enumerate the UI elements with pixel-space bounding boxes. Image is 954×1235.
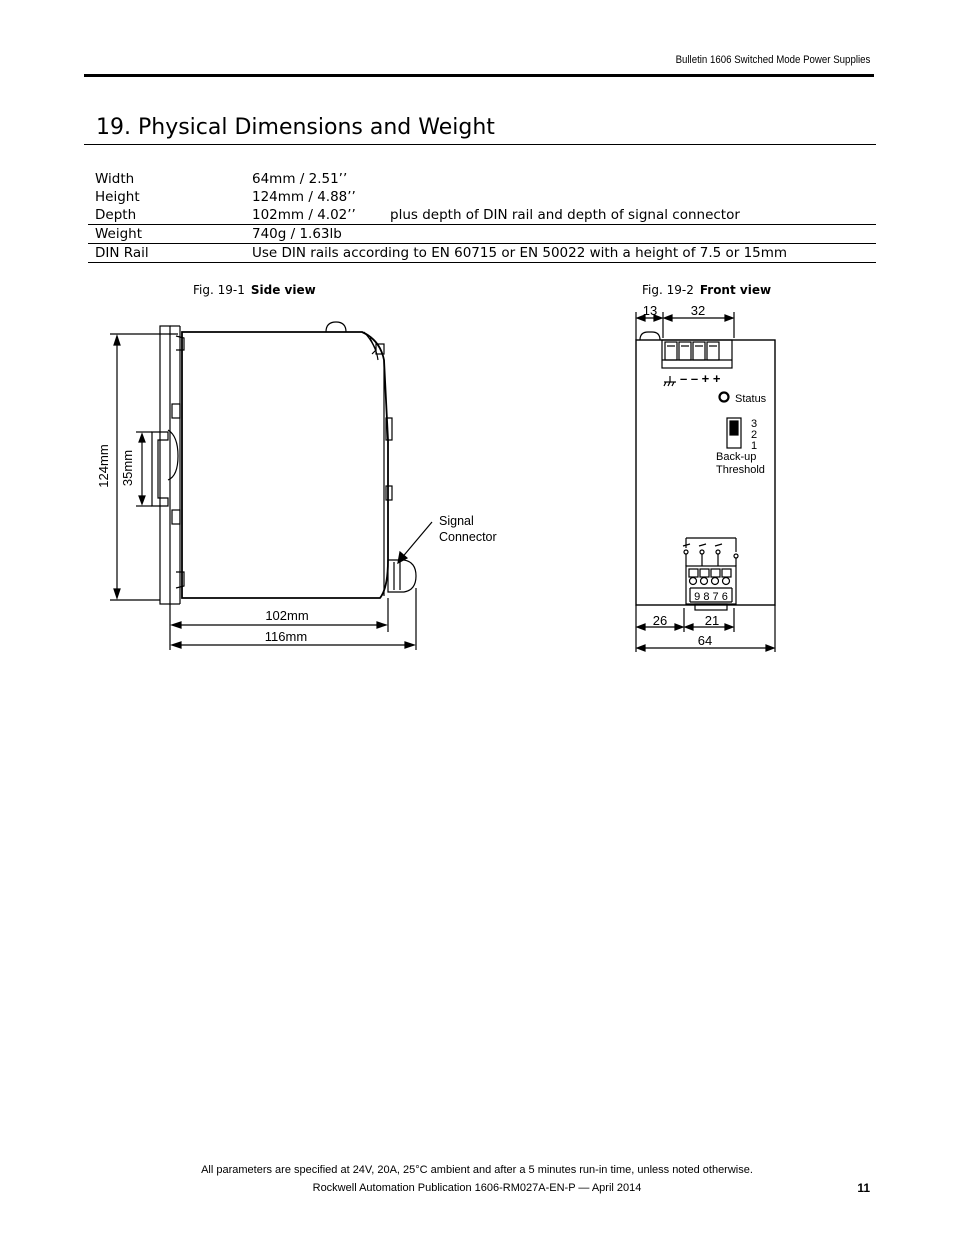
- spec-label: Weight: [88, 225, 245, 244]
- selector-3-label: 3: [751, 418, 758, 430]
- spec-value: 740g / 1.63lb: [245, 225, 876, 244]
- fig1-number: Fig. 19-1: [193, 283, 245, 297]
- signal-connector-label-line1: Signal: [439, 514, 474, 528]
- side-dim-height-label: 124mm: [96, 444, 111, 488]
- spec-label: Height: [95, 189, 140, 205]
- fig2-title: Front view: [699, 283, 772, 297]
- side-dim-depth-label: 102mm: [265, 608, 309, 623]
- backup-label-line1: Back-up: [716, 451, 757, 463]
- spec-label: Width: [95, 171, 135, 187]
- spec-value: 124mm / 4.88’’: [252, 189, 356, 205]
- selector-1-label: 1: [751, 440, 758, 452]
- page-number: 11: [857, 1181, 870, 1195]
- side-dim-total-label: 116mm: [264, 629, 308, 644]
- fig1-title: Side view: [250, 283, 316, 297]
- front-dim-26-label: 26: [652, 613, 668, 628]
- footer-publication: Rockwell Automation Publication 1606-RM027A-EN-P — April 2014: [312, 1182, 642, 1194]
- selector-2-label: 2: [751, 429, 758, 441]
- status-label: Status: [735, 393, 767, 405]
- spec-note: plus depth of DIN rail and depth of signal connector: [390, 207, 740, 223]
- signal-connector-label-line2: Connector: [439, 530, 497, 544]
- front-dim-32-label: 32: [690, 303, 706, 318]
- section-title: 19. Physical Dimensions and Weight: [96, 115, 495, 140]
- spec-value: 102mm / 4.02’’: [252, 207, 356, 223]
- fig2-number: Fig. 19-2: [642, 283, 694, 297]
- spec-label: Depth: [95, 207, 137, 223]
- terminal-polarity-label: – – + +: [680, 371, 721, 386]
- front-dim-64-label: 64: [697, 633, 713, 648]
- side-dim-rail-label: 35mm: [120, 449, 135, 487]
- spec-label: DIN Rail: [88, 244, 245, 263]
- signal-pin-numbers: 9 8 7 6: [694, 591, 728, 603]
- spec-value: Use DIN rails according to EN 60715 or EN 50022 with a height of 7.5 or 15mm: [245, 244, 876, 263]
- backup-label-line2: Threshold: [716, 464, 765, 476]
- header-bulletin: Bulletin 1606 Switched Mode Power Supplies: [675, 54, 870, 66]
- spec-value: 64mm / 2.51’’: [252, 171, 348, 187]
- front-dim-13-label: 13: [642, 303, 658, 318]
- footer-note: All parameters are specified at 24V, 20A, 25°C ambient and after a 5 minutes run-in time, unless noted otherwise.: [201, 1164, 753, 1176]
- front-dim-21-label: 21: [704, 613, 720, 628]
